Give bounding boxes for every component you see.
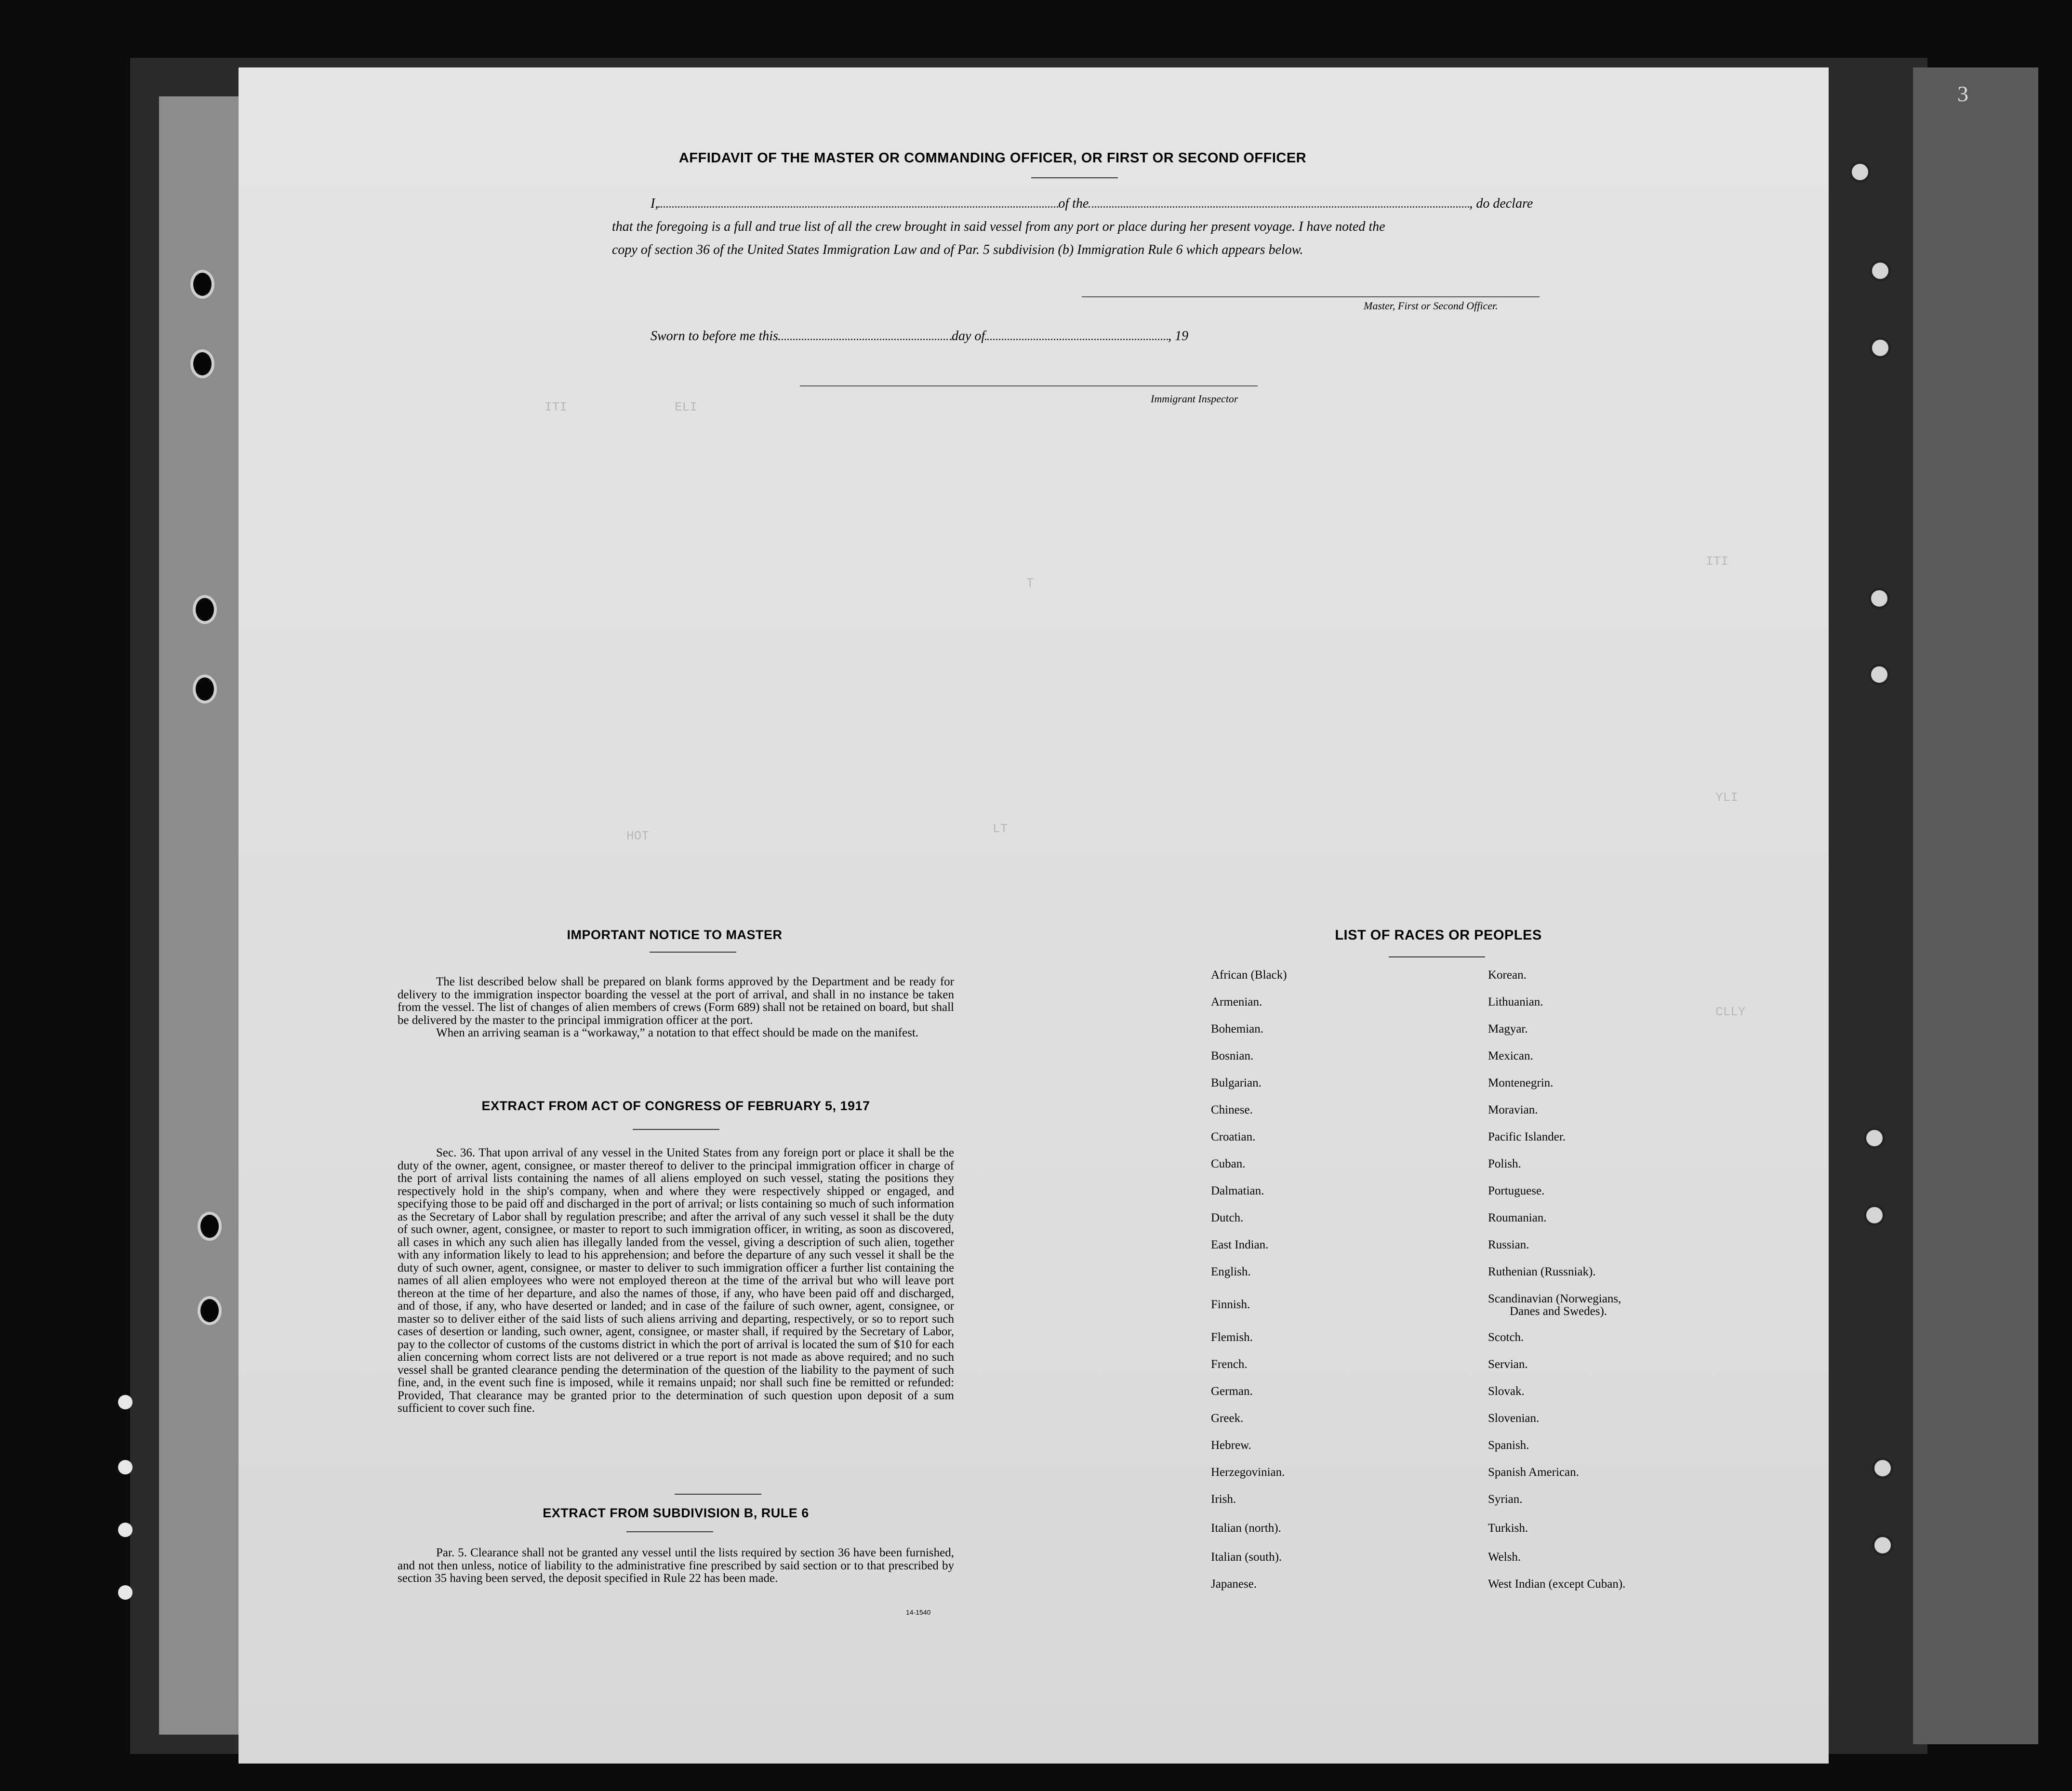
page-hole: [1870, 260, 1891, 281]
affidavit-line-1: [651, 193, 1533, 215]
act-extract-text: [398, 1147, 954, 1415]
race-item: Russian.: [1488, 1238, 1529, 1251]
title-rule: [1031, 177, 1118, 178]
race-item: Montenegrin.: [1488, 1076, 1554, 1089]
act-rule: [633, 1129, 719, 1130]
rule-extract-title: EXTRACT FROM SUBDIVISION B, RULE 6: [543, 1506, 809, 1520]
binder-hole: [198, 1296, 222, 1325]
rule-extract-rule: [626, 1531, 713, 1532]
race-item: Spanish American.: [1488, 1466, 1579, 1479]
page-hole: [1870, 337, 1891, 358]
race-item: African (Black): [1211, 968, 1287, 982]
race-item: Pacific Islander.: [1488, 1130, 1566, 1143]
bleed-through-mark: LT: [993, 822, 1008, 836]
notice-text: [398, 976, 954, 1040]
race-item: Mexican.: [1488, 1049, 1533, 1062]
race-item: Greek.: [1211, 1412, 1244, 1425]
race-item: Herzegovinian.: [1211, 1466, 1285, 1479]
sworn-line: [651, 325, 1188, 347]
race-item: Italian (north).: [1211, 1522, 1281, 1535]
sworn-year: , 19: [1168, 329, 1189, 344]
race-item: Magyar.: [1488, 1022, 1528, 1035]
affidavit-line-2: that the foregoing is a full and true list of all the crew brought in said vessel from any port or place during her present voyage. I have noted the: [612, 219, 1385, 234]
signature-line: [1082, 296, 1540, 297]
binder-hole: [198, 1212, 222, 1241]
race-item: Spanish.: [1488, 1439, 1529, 1452]
races-title: LIST OF RACES OR PEOPLES: [1335, 928, 1542, 943]
name-blank: [658, 196, 1058, 208]
affidavit-declare: , do declare: [1469, 196, 1533, 211]
race-item: Korean.: [1488, 968, 1527, 982]
notice-rule: [650, 952, 736, 953]
race-item: Dutch.: [1211, 1211, 1244, 1224]
race-item: East Indian.: [1211, 1238, 1269, 1251]
races-rule: [1389, 956, 1485, 957]
race-item: Hebrew.: [1211, 1439, 1251, 1452]
race-item: Danes and Swedes).: [1510, 1305, 1607, 1318]
page-hole: [1869, 664, 1890, 685]
inspector-caption: Immigrant Inspector: [1151, 393, 1238, 405]
page-hole: [1872, 1535, 1893, 1556]
sworn-day-of: day of: [951, 329, 985, 344]
section-36-text: Sec. 36. That upon arrival of any vessel in the United States from any foreign port or place it shall be the duty of the owner, agent, consignee, or master thereof to deliver to the principal immigration officer in charge of the port of arrival lists containing the names of all aliens employed on such vessel, stating the positions they respectively hold in the ship's company, when and where they were respectively shipped or engaged, and specifying those to be paid off and discharged in the port of arrival; or lists containing so much of such information as the Secretary of Labor shall by regulation prescribe; and after the arrival of any such vessel it shall be the duty of such owner, agent, consignee, or master to report to such immigration officer, in writing, as soon as discovered, all cases in which any such alien has illegally landed from the vessel, giving a description of such alien, together with any information likely to lead to his apprehension; and before the departure of any such vessel it shall be the duty of such owner, agent, consignee, or master to deliver to such immigration officer a further list containing the names of all alien employees who were not employed thereon at the time of the arrival but who will leave port thereon at the time of her departure, and also the names of those, if any, who have been paid off and discharged, and of those, if any, who have deserted or landed; and in case of the failure of such owner, agent, consignee, or master so to deliver either of the said lists of such aliens arriving and departing, respectively, or so to report such cases of desertion or landing, such owner, agent, consignee, or master shall, if required by the Secretary of Labor, pay to the collector of customs of the customs district in which the port of arrival is located the sum of $10 for each alien concerning whom correct lists are not delivered or a true report is not made as above required; and no such vessel shall be granted clearance pending the determination of the question of the liability to the payment of such fine, and, in the event such fine is imposed, while it remains unpaid; nor shall such fine be remitted or refunded: Provided, That clearance may be granted prior to the determination of such question upon deposit of a sum sufficient to cover such fine.: [398, 1146, 954, 1415]
sworn-prefix: Sworn to before me this: [651, 329, 778, 344]
race-item: Chinese.: [1211, 1103, 1253, 1116]
binder-hole: [190, 349, 214, 378]
bleed-through-mark: T: [1026, 576, 1034, 590]
signature-caption: Master, First or Second Officer.: [1364, 300, 1498, 312]
race-item: Dalmatian.: [1211, 1184, 1264, 1197]
punch-dot: [118, 1460, 133, 1474]
race-item: Irish.: [1211, 1493, 1236, 1506]
par-5-text: Par. 5. Clearance shall not be granted any vessel until the lists required by section 36 have been furnished, and not then unless, notice of liability to the administrative fine prescribed by said section or to that prescribed by section 35 having been served, the deposit specified in Rule 22 has been made.: [398, 1546, 954, 1585]
day-blank: [778, 328, 952, 340]
race-item: Polish.: [1488, 1157, 1521, 1170]
race-item: Croatian.: [1211, 1130, 1256, 1143]
page-hole: [1864, 1205, 1885, 1226]
notice-paragraph-2: When an arriving seaman is a “workaway,” a notation to that effect should be made on the manifest.: [436, 1026, 919, 1039]
race-item: Bosnian.: [1211, 1049, 1254, 1062]
back-sheet: [159, 96, 246, 1735]
race-item: Bohemian.: [1211, 1022, 1264, 1035]
page-number: 3: [1957, 81, 1968, 106]
affidavit-i: I,: [651, 196, 659, 211]
race-item: Cuban.: [1211, 1157, 1246, 1170]
punch-dot: [118, 1395, 133, 1409]
race-item: Slovak.: [1488, 1385, 1525, 1398]
race-item: Servian.: [1488, 1358, 1528, 1371]
notice-paragraph-1: The list described below shall be prepared on blank forms approved by the Department and be ready for delivery to the immigration inspector boarding the vessel at the port of arrival, and shall in no instance be taken from the vessel. The list of changes of alien members of crews (Form 689) shall not be retained on board, but shall be delivered by the master to the principal immigration officer at the port.: [398, 975, 954, 1027]
binder-hole: [190, 270, 214, 299]
race-item: English.: [1211, 1265, 1251, 1278]
race-item: Finnish.: [1211, 1298, 1250, 1311]
page-hole: [1864, 1128, 1885, 1149]
rule-extract-top-rule: [675, 1494, 761, 1495]
race-item: Turkish.: [1488, 1522, 1528, 1535]
bleed-through-mark: ITI: [545, 400, 567, 414]
race-item: Bulgarian.: [1211, 1076, 1262, 1089]
race-item: Lithuanian.: [1488, 995, 1543, 1008]
binder-hole: [193, 595, 217, 624]
affidavit-of-the: of the: [1058, 196, 1089, 211]
punch-dot: [118, 1585, 133, 1600]
page-hole: [1869, 588, 1890, 609]
race-item: French.: [1211, 1358, 1248, 1371]
race-item: Slovenian.: [1488, 1412, 1540, 1425]
punch-dot: [118, 1523, 133, 1537]
bleed-through-mark: CLLY: [1715, 1005, 1746, 1019]
act-extract-title: EXTRACT FROM ACT OF CONGRESS OF FEBRUARY 5, 1917: [481, 1099, 870, 1113]
race-item: Ruthenian (Russniak).: [1488, 1265, 1596, 1278]
race-item: Scandinavian (Norwegians,: [1488, 1292, 1621, 1305]
race-item: Moravian.: [1488, 1103, 1538, 1116]
race-item: Portuguese.: [1488, 1184, 1545, 1197]
page-hole: [1872, 1458, 1893, 1479]
affidavit-line-3: copy of section 36 of the United States Immigration Law and of Par. 5 subdivision (b) Immigration Rule 6 which appears below.: [612, 242, 1303, 257]
bleed-through-mark: YLI: [1715, 790, 1738, 805]
race-item: Flemish.: [1211, 1331, 1253, 1344]
race-item: Italian (south).: [1211, 1551, 1282, 1564]
affidavit-title: AFFIDAVIT OF THE MASTER OR COMMANDING OFFICER, OR FIRST OR SECOND OFFICER: [678, 150, 1307, 166]
bleed-through-mark: ITI: [1706, 554, 1728, 569]
binder-hole: [193, 675, 217, 703]
race-item: Scotch.: [1488, 1331, 1524, 1344]
month-blank: [985, 328, 1168, 340]
race-item: West Indian (except Cuban).: [1488, 1578, 1626, 1591]
inspector-line: [800, 385, 1258, 386]
rule-extract-text: [398, 1547, 954, 1585]
race-item: Japanese.: [1211, 1578, 1257, 1591]
race-item: Armenian.: [1211, 995, 1262, 1008]
notice-title: IMPORTANT NOTICE TO MASTER: [567, 928, 783, 942]
race-item: German.: [1211, 1385, 1253, 1398]
vessel-blank: [1089, 196, 1469, 208]
right-binding-strip: [1913, 67, 2038, 1744]
race-item: Welsh.: [1488, 1551, 1521, 1564]
bleed-through-mark: ELI: [675, 400, 697, 414]
page-hole: [1849, 161, 1871, 183]
bleed-through-mark: HOT: [626, 829, 649, 843]
form-code: 14-1540: [906, 1608, 931, 1616]
race-item: Syrian.: [1488, 1493, 1523, 1506]
race-item: Roumanian.: [1488, 1211, 1547, 1224]
